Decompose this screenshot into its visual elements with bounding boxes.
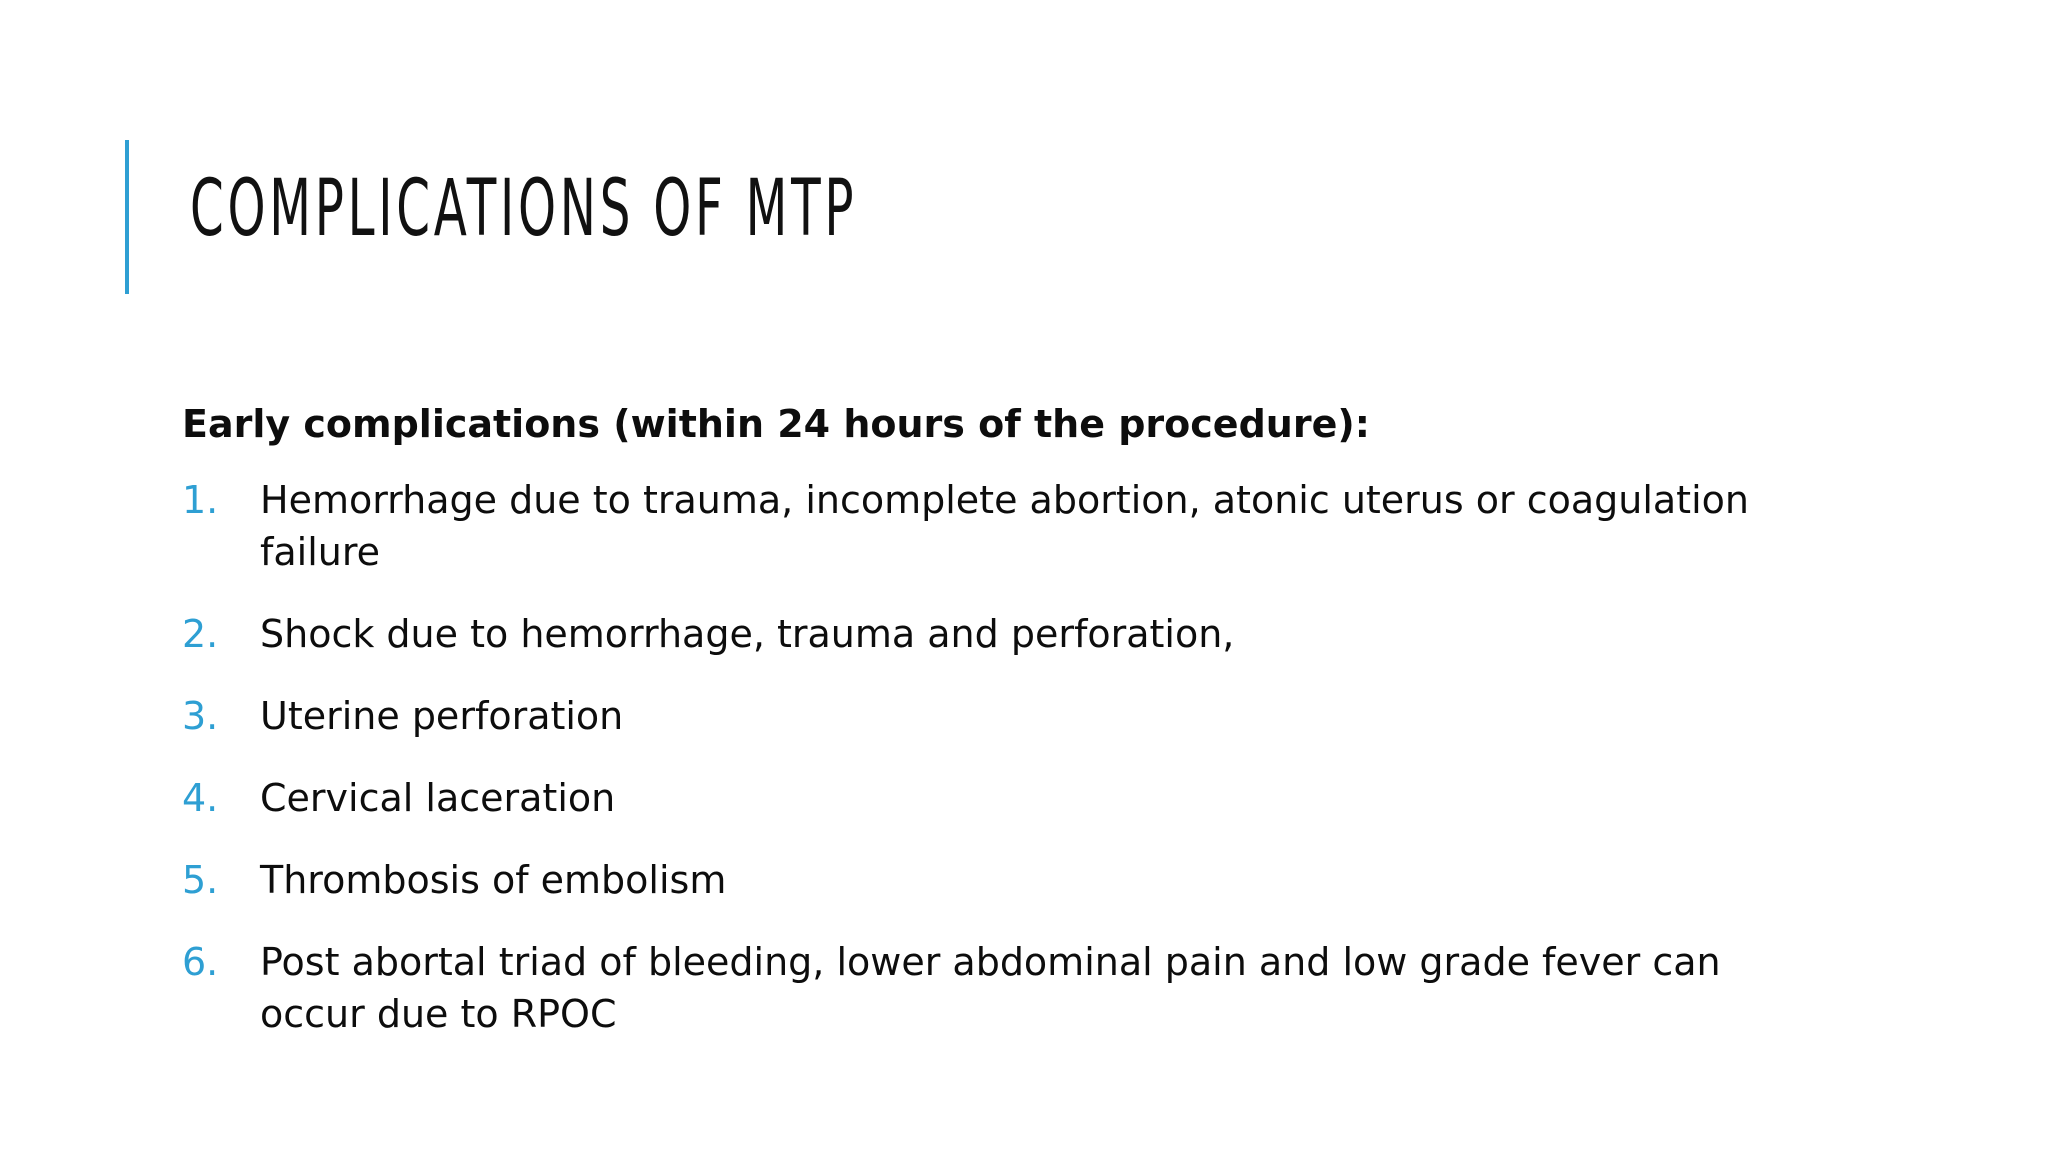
slide-content: [182, 400, 1822, 1070]
list-item: [182, 690, 1822, 742]
list-item-text: Shock due to hemorrhage, trauma and perforation,: [260, 612, 1235, 656]
list-item: [182, 772, 1822, 824]
list-item-text: Cervical laceration: [260, 776, 616, 820]
list-item: [182, 854, 1822, 906]
list-item-number: 6.: [182, 940, 219, 984]
list-item: [182, 474, 1822, 578]
list-item-number: 2.: [182, 612, 219, 656]
list-item-number: 3.: [182, 694, 219, 738]
complications-list: [182, 474, 1822, 1040]
title-accent-bar: [125, 140, 129, 294]
list-item-number: 4.: [182, 776, 219, 820]
list-item-text: Uterine perforation: [260, 694, 624, 738]
slide-title: COMPLICATIONS OF MTP: [190, 164, 858, 254]
list-item-text: Hemorrhage due to trauma, incomplete abortion, atonic uterus or coagulation failure: [260, 478, 1749, 574]
list-item-text: Thrombosis of embolism: [260, 858, 727, 902]
list-item: [182, 936, 1822, 1040]
list-item-number: 1.: [182, 478, 219, 522]
list-item: [182, 608, 1822, 660]
list-item-text: Post abortal triad of bleeding, lower abdominal pain and low grade fever can occur due to RPOC: [260, 940, 1721, 1036]
section-intro: Early complications (within 24 hours of the procedure):: [182, 402, 1370, 446]
list-item-number: 5.: [182, 858, 219, 902]
